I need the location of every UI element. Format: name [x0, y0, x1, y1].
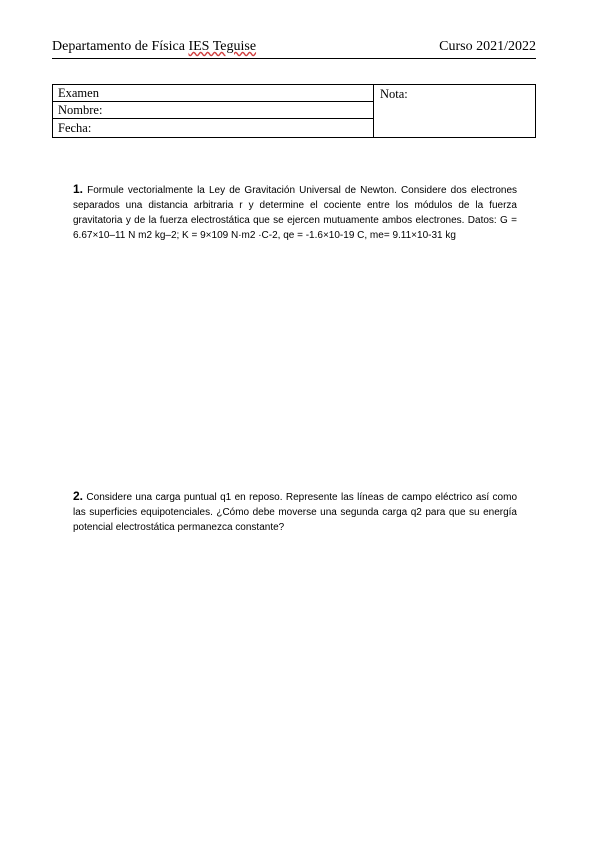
question-number: 1. [73, 182, 84, 196]
course-year: Curso 2021/2022 [439, 39, 536, 54]
department-title [52, 39, 256, 55]
date-field[interactable]: Fecha: [58, 121, 92, 135]
exam-field[interactable]: Examen [53, 85, 373, 102]
question-text: Formule vectorialmente la Ley de Gravitación Universal de Newton. Considere dos electrones separados una distancia arbitraria r y determine el cociente entre los módulos de la fuerza gravitatoria y de la fuerza electrostática que se ejercen mutuamente ambos electrones. Datos: G = 6.67×10–11 N m2 kg–2; K = 9×109 N·m2 ·C-2, qe = -1.6×10-19 C, me= 9.11×10-31 kg [73, 185, 518, 241]
department-prefix: Departamento de Física [52, 39, 189, 54]
school-name: IES Teguise [188, 39, 257, 54]
question-text: Considere una carga puntual q1 en reposo. Represente las líneas de campo eléctrico así como las superficies equipotenciales. ¿Cómo debe moverse una segunda carga q2 para que su energía potencial electrostática permanezca constante? [73, 492, 518, 533]
exam-info-fields [53, 85, 374, 137]
exam-info-table [52, 84, 536, 138]
question-2 [73, 489, 517, 535]
question-number: 2. [73, 489, 84, 503]
page-header [52, 38, 536, 59]
name-field[interactable]: Nombre: [53, 102, 373, 119]
grade-field[interactable]: Nota: [380, 87, 408, 101]
question-1 [73, 182, 517, 243]
